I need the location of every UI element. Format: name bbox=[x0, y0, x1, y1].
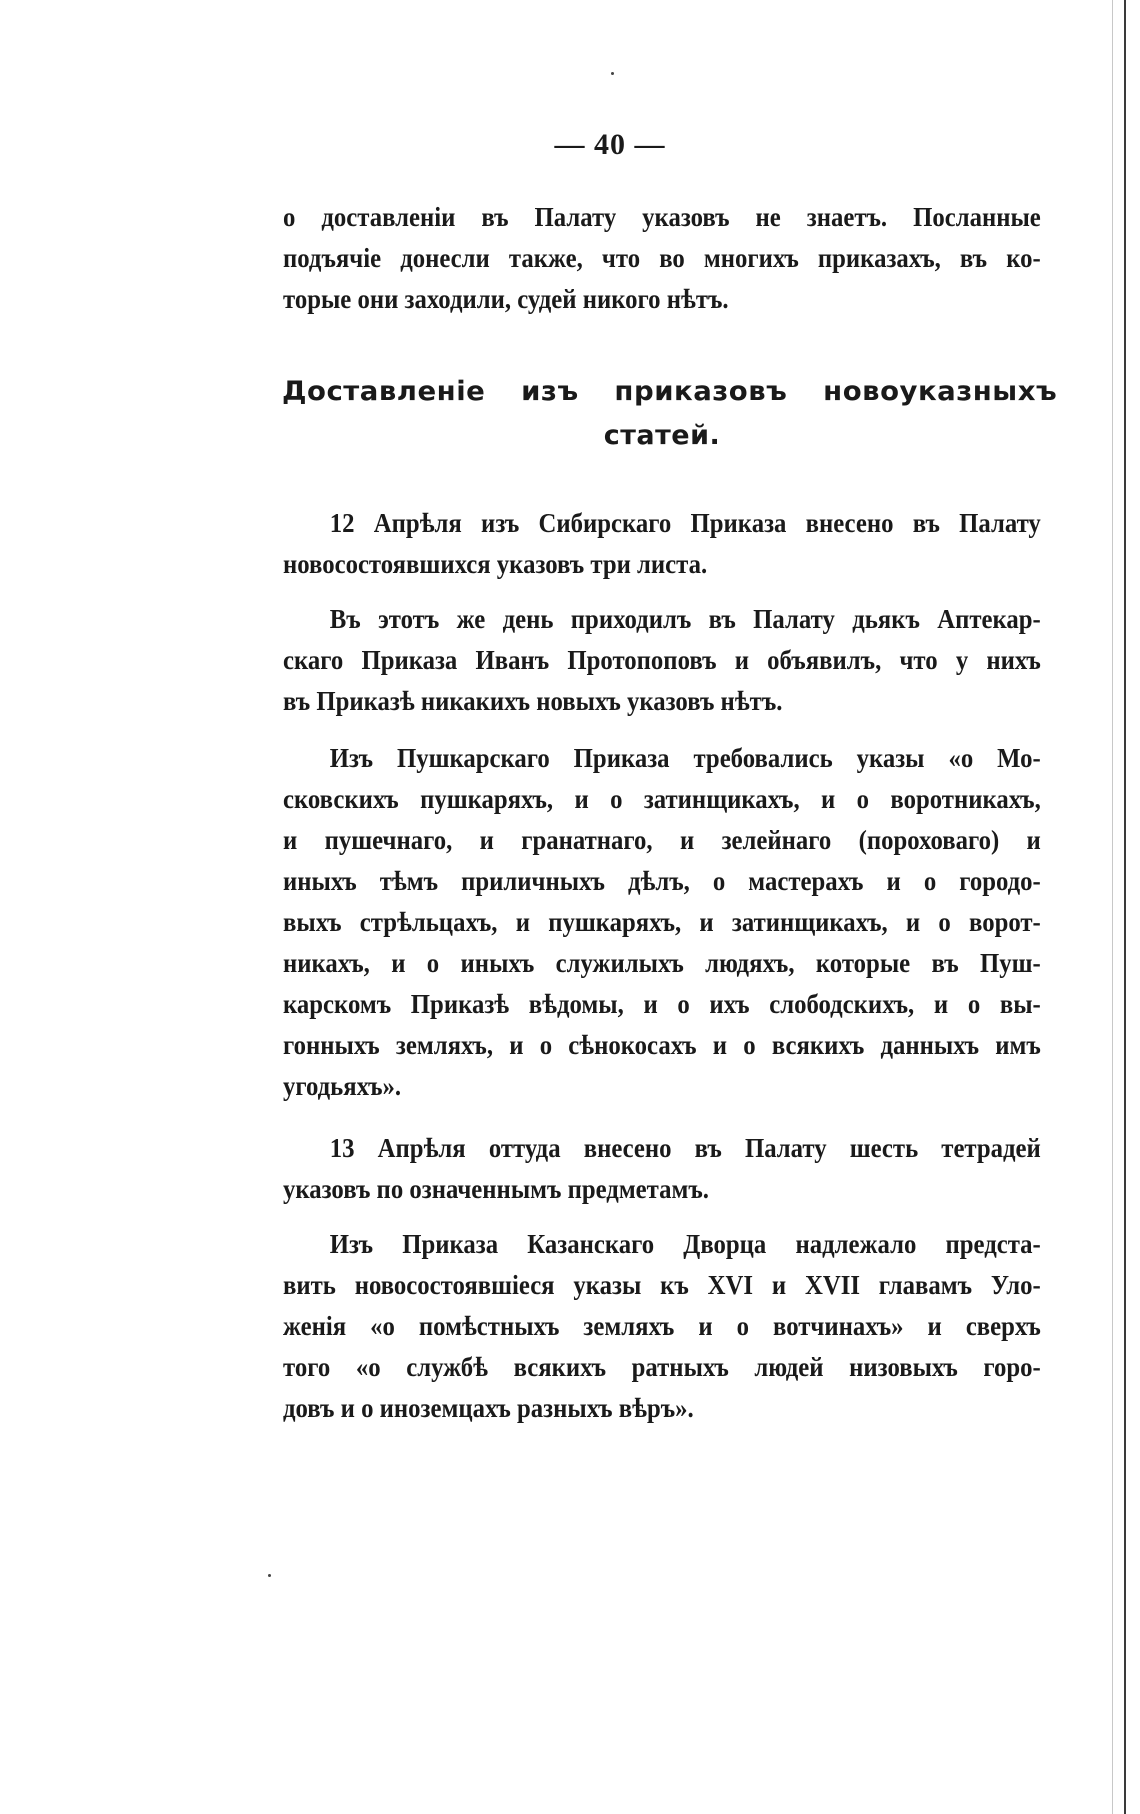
text-line: скаго Приказа Иванъ Протопоповъ и объявилъ, что у нихъ bbox=[283, 644, 1041, 675]
text-line: вить новосостоявшіеся указы къ XVI и XVII главамъ Уло- bbox=[283, 1269, 1041, 1300]
section-heading bbox=[282, 370, 1058, 458]
text-line: и пушечнаго, и гранатнаго, и зелейнаго (пороховаго) и bbox=[283, 824, 1041, 855]
section-heading-line-1: Доставленіе изъ приказовъ новоуказныхъ bbox=[282, 376, 1058, 407]
text-line: угодьяхъ». bbox=[283, 1070, 402, 1101]
text-line: подъячіе донесли также, что во многихъ приказахъ, въ ко- bbox=[283, 242, 1041, 273]
paragraph bbox=[283, 502, 1041, 584]
text-line: гонныхъ земляхъ, и о сѣнокосахъ и о всякихъ данныхъ имъ bbox=[283, 1029, 1041, 1060]
page-edge-shadow bbox=[1112, 0, 1113, 1814]
text-line: 13 Апрѣля оттуда внесено въ Палату шесть тетрадей bbox=[329, 1132, 1041, 1163]
text-line: выхъ стрѣльцахъ, и пушкаряхъ, и затинщикахъ, и о ворот- bbox=[283, 906, 1041, 937]
text-line: Изъ Приказа Казанскаго Дворца надлежало предста- bbox=[329, 1228, 1041, 1259]
text-line: въ Приказѣ никакихъ новыхъ указовъ нѣтъ. bbox=[283, 685, 783, 716]
text-line: 12 Апрѣля изъ Сибирскаго Приказа внесено въ Палату bbox=[329, 507, 1041, 538]
text-line: довъ и о иноземцахъ разныхъ вѣръ». bbox=[283, 1392, 694, 1423]
text-line: того «о службѣ всякихъ ратныхъ людей низовыхъ горо- bbox=[283, 1351, 1041, 1382]
paragraph bbox=[283, 1127, 1041, 1209]
paragraph bbox=[283, 737, 1041, 1106]
text-line: карскомъ Приказѣ вѣдомы, и о ихъ слободскихъ, и о вы- bbox=[283, 988, 1041, 1019]
text-line: сковскихъ пушкаряхъ, и о затинщикахъ, и о воротникахъ, bbox=[283, 783, 1041, 814]
text-line: иныхъ тѣмъ приличныхъ дѣлъ, о мастерахъ и о городо- bbox=[283, 865, 1041, 896]
text-line: новосостоявшихся указовъ три листа. bbox=[283, 548, 708, 579]
paragraph bbox=[283, 598, 1041, 721]
scan-speck bbox=[268, 1574, 271, 1577]
section-heading-line-2: статей. bbox=[603, 420, 721, 451]
text-line: о доставленіи въ Палату указовъ не знаетъ. Посланные bbox=[283, 201, 1041, 232]
text-line: Изъ Пушкарскаго Приказа требовались указы «о Мо- bbox=[329, 742, 1041, 773]
page-number: — 40 — bbox=[554, 128, 666, 161]
text-line: торые они заходили, судей никого нѣтъ. bbox=[283, 283, 729, 314]
paragraph bbox=[283, 1223, 1041, 1428]
intro-paragraph bbox=[283, 196, 1041, 319]
text-line: Въ этотъ же день приходилъ въ Палату дьякъ Аптекар- bbox=[329, 603, 1041, 634]
page-edge-line bbox=[1124, 0, 1126, 1814]
text-line: женія «о помѣстныхъ земляхъ и о вотчинахъ» и сверхъ bbox=[283, 1310, 1041, 1341]
text-line: указовъ по означеннымъ предметамъ. bbox=[283, 1173, 709, 1204]
scan-speck bbox=[611, 72, 614, 75]
text-line: никахъ, и о иныхъ служилыхъ людяхъ, которые въ Пуш- bbox=[283, 947, 1041, 978]
